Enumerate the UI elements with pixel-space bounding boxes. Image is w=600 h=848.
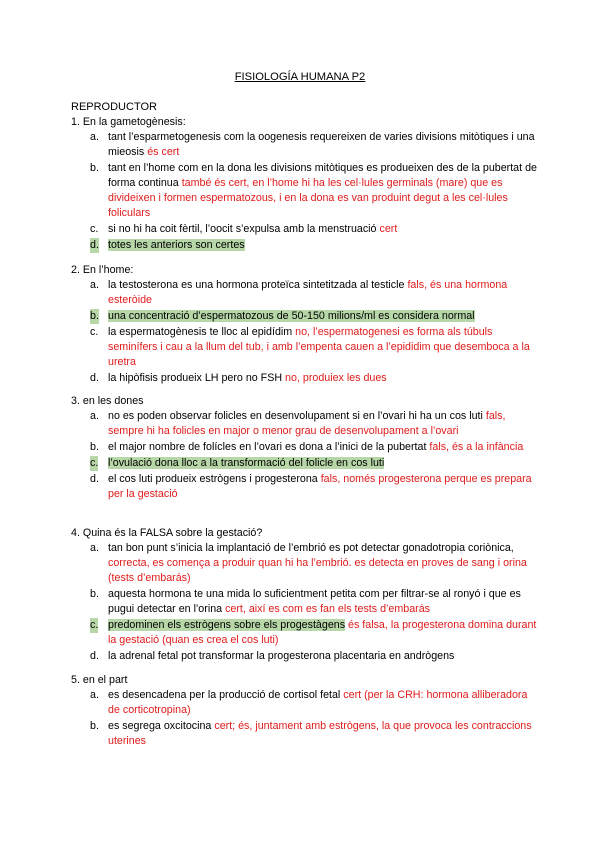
option-text: no es poden observar folicles en desenvolupament si en l’ovari hi ha un cos luti [108, 410, 483, 422]
option-3b [71, 440, 541, 455]
option-letter: c. [90, 619, 99, 631]
option-2d [71, 371, 541, 386]
option-text-highlighted: totes les anteriors son certes [108, 239, 245, 251]
question-1 [71, 115, 541, 254]
option-3a [71, 409, 541, 439]
option-letter: a. [90, 689, 99, 701]
answer-note: també és cert, en l’home hi ha les cel·lules germinals (mare) que es divideixen i formen espermatozous, i en la dona es van produint degut a les cel·lules foliculars [108, 177, 508, 219]
option-3d [71, 472, 541, 502]
option-4c [71, 618, 541, 648]
option-letter: d. [90, 650, 99, 662]
option-1d [71, 238, 541, 253]
option-letter: c. [90, 223, 99, 235]
question-title: 3. en les dones [71, 395, 144, 407]
option-text: tant l’esparmetogenesis com la oogenesis requereixen de varies divisions mitòtiques i una mieosis [108, 131, 535, 158]
option-letter: c. [90, 326, 99, 338]
option-text: tant en l’home com en la dona les divisions mitòtiques es produeixen des de la pubertat de forma continua [108, 162, 537, 189]
option-text: el major nombre de folícles en l’ovari es dona a l’inici de la pubertat [108, 441, 427, 453]
answer-note: cert; és, juntament amb estrògens, la que provoca les contraccions uterines [108, 720, 532, 747]
answer-note: no, l’espermatogenesi es forma als túbuls seminífers i cau a la llum del tub, i amb l’empenta cauen a l’epididim que desemboca a la uretra [108, 326, 530, 368]
section-heading: REPRODUCTOR [71, 101, 157, 113]
options-list [71, 278, 541, 386]
option-text: la testosterona es una hormona proteïca sintetitzada al testicle [108, 279, 405, 291]
question-title: 2. En l’home: [71, 264, 134, 276]
question-title: 1. En la gametogènesis: [71, 116, 186, 128]
option-1c [71, 222, 541, 237]
answer-note: és falsa, la progesterona domina durant la gestació (quan es crea el cos luti) [108, 619, 537, 646]
options-list [71, 409, 541, 502]
option-text: la hipòfisis produeix LH pero no FSH [108, 372, 283, 384]
document-title: FISIOLOGÍA HUMANA P2 [234, 71, 366, 83]
answer-note: cert, així es com es fan els tests d’embarás [225, 603, 430, 615]
option-text: la espermatogènesis te lloc al epidídim [108, 326, 293, 338]
option-5a [71, 688, 541, 718]
answer-note: fals, és una hormona esteròide [108, 279, 508, 306]
option-2b [71, 309, 541, 324]
option-text-highlighted: l’ovulació dona lloc a la transformació del folicle en cos luti [108, 457, 385, 469]
option-4b [71, 587, 541, 617]
option-4d [71, 649, 541, 664]
options-list [71, 541, 541, 664]
option-letter: b. [90, 588, 99, 600]
option-letter: d. [90, 239, 99, 251]
answer-note: cert [379, 223, 398, 235]
option-letter: a. [90, 410, 99, 422]
option-letter: b. [90, 441, 99, 453]
answer-note: fals, sempre hi ha folicles en major o menor grau de desenvolupament a l’ovari [108, 410, 506, 437]
question-2 [71, 263, 541, 387]
option-2a [71, 278, 541, 308]
option-letter: d. [90, 372, 99, 384]
option-letter: b. [90, 162, 99, 174]
option-1b [71, 161, 541, 221]
question-5 [71, 673, 541, 750]
option-letter: a. [90, 279, 99, 291]
option-5b [71, 719, 541, 749]
option-text: el cos luti produeix estrògens i progesterona [108, 473, 318, 485]
answer-note: no, produiex les dues [285, 372, 387, 384]
option-4a [71, 541, 541, 586]
option-1a [71, 130, 541, 160]
question-3 [71, 394, 541, 503]
option-letter: c. [90, 457, 99, 469]
options-list [71, 688, 541, 749]
option-text: si no hi ha coit fèrtil, l’oocit s’expulsa amb la menstruació [108, 223, 377, 235]
question-4 [71, 526, 541, 665]
option-text: es segrega oxcitocina [108, 720, 212, 732]
answer-note: és cert [147, 146, 180, 158]
option-text-highlighted: una concentració d’espermatozous de 50-150 milions/ml es considera normal [108, 310, 475, 322]
option-letter: a. [90, 542, 99, 554]
option-letter: d. [90, 473, 99, 485]
answer-note: correcta, es comença a produir quan hi ha l’embrió. es detecta en proves de sang i orina (tests d’embarás) [108, 557, 527, 584]
option-text: es desencadena per la producció de cortisol fetal [108, 689, 341, 701]
option-3c [71, 456, 541, 471]
option-text: tan bon punt s’inicia la implantació de l’embrió es pot detectar gonadotropia coriònica, [108, 542, 514, 554]
question-title: 4. Quina és la FALSA sobre la gestació? [71, 527, 263, 539]
option-text: la adrenal fetal pot transformar la progesterona placentaria en andrògens [108, 650, 455, 662]
option-text-highlighted: predominen els estrògens sobre els progestàgens [108, 619, 346, 631]
option-letter: b. [90, 310, 99, 322]
option-letter: b. [90, 720, 99, 732]
options-list [71, 130, 541, 253]
option-letter: a. [90, 131, 99, 143]
answer-note: cert (per la CRH: hormona alliberadora de corticotropina) [108, 689, 528, 716]
answer-note: fals, només progesterona perque es prepara per la gestació [108, 473, 532, 500]
answer-note: fals, és a la infància [429, 441, 524, 453]
question-title: 5. en el part [71, 674, 128, 686]
option-text: aquesta hormona te una mida lo suficientment petita com per filtrar-se al ronyó i que es pugui detectar en l’orina [108, 588, 521, 615]
option-2c [71, 325, 541, 370]
